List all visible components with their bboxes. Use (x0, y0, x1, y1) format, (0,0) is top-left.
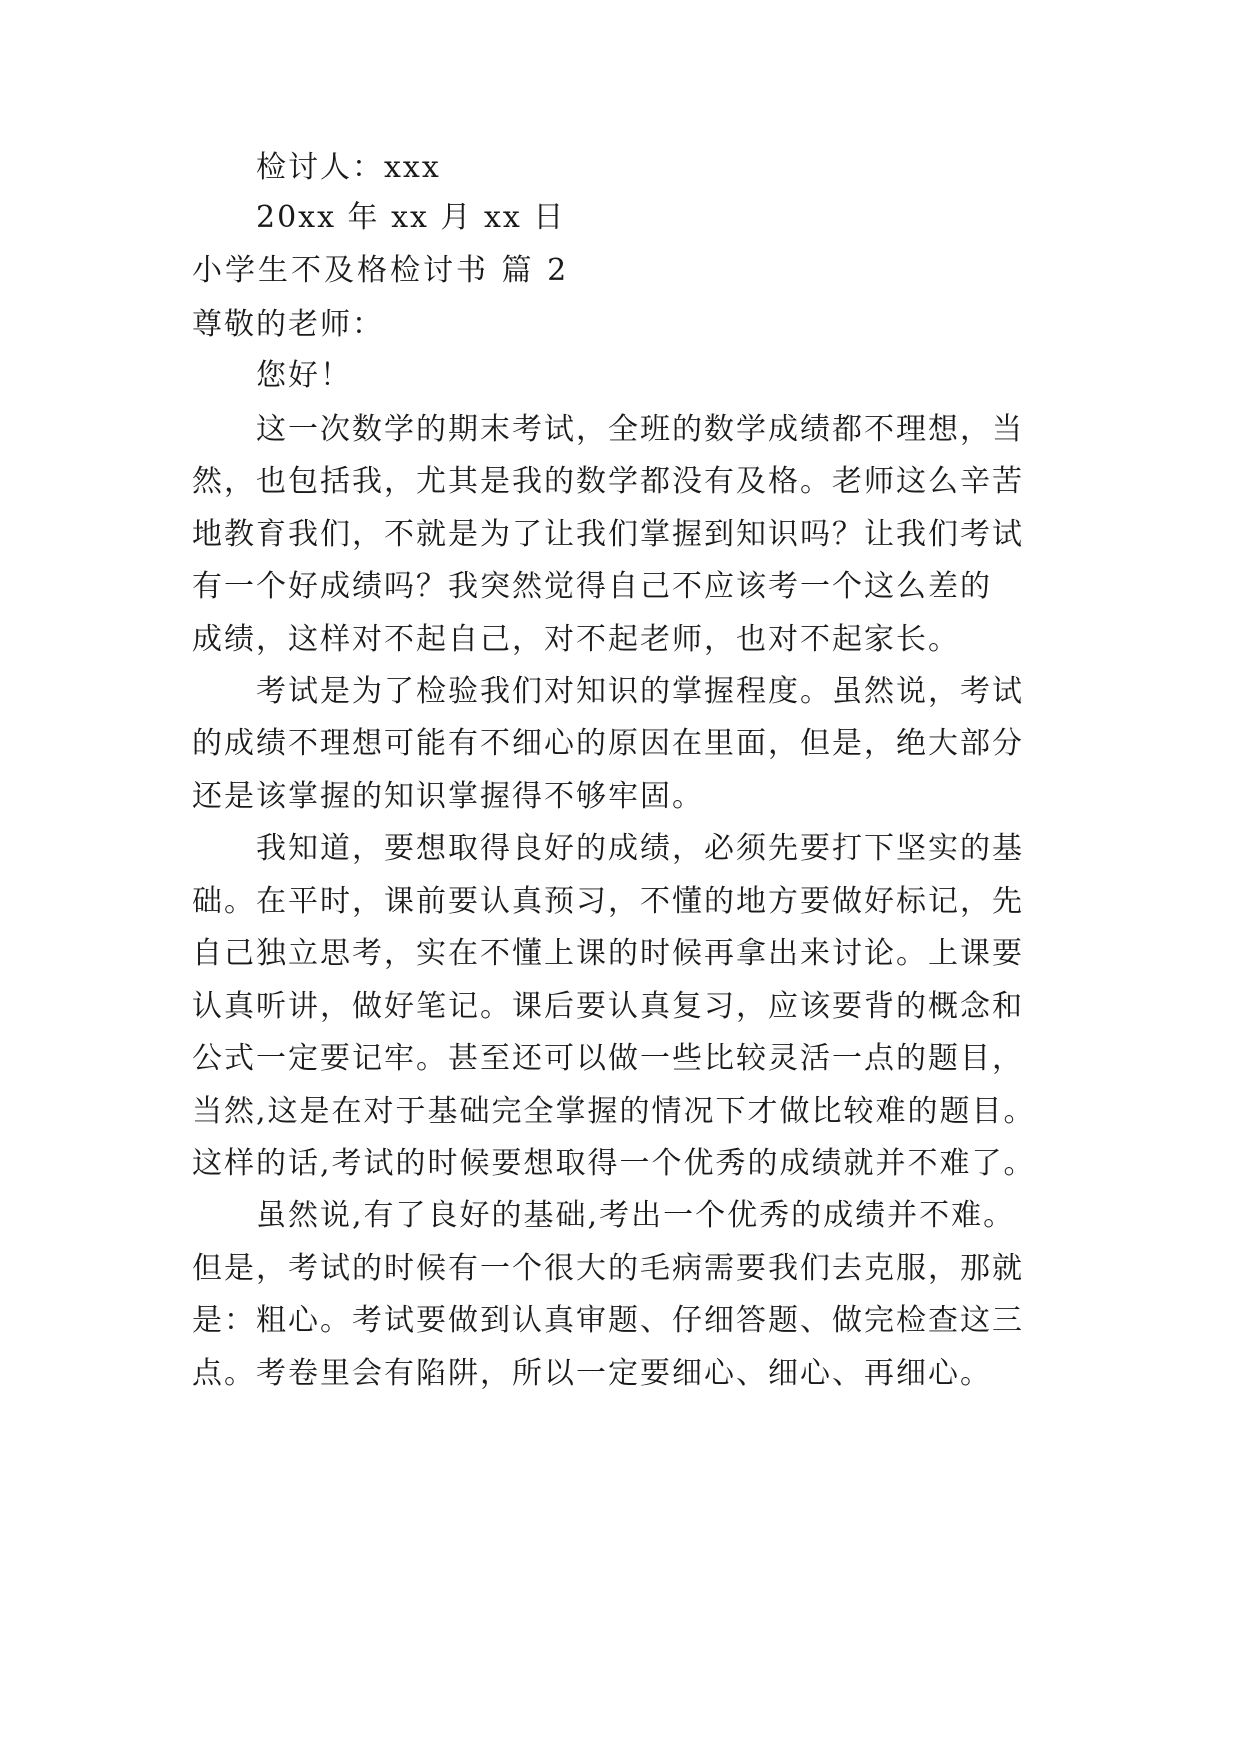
paragraph-line: 考试是为了检验我们对知识的掌握程度。虽然说，考试 (256, 674, 1024, 709)
paragraph-line: 然，也包括我，尤其是我的数学都没有及格。老师这么辛苦 (192, 464, 1024, 499)
paragraph-line: 当然,这是在对于基础完全掌握的情况下才做比较难的题目。 (192, 1094, 1036, 1129)
paragraph-line: 但是，考试的时候有一个很大的毛病需要我们去克服，那就 (192, 1251, 1024, 1286)
paragraph-line: 认真听讲，做好笔记。课后要认真复习，应该要背的概念和 (192, 989, 1024, 1024)
signer-line: 检讨人：xxx (256, 150, 441, 185)
paragraph-line: 有一个好成绩吗？我突然觉得自己不应该考一个这么差的 (192, 569, 992, 604)
paragraph-line: 成绩，这样对不起自己，对不起老师，也对不起家长。 (192, 622, 960, 657)
paragraph-line: 础。在平时，课前要认真预习，不懂的地方要做好标记，先 (192, 884, 1024, 919)
paragraph-line: 自己独立思考，实在不懂上课的时候再拿出来讨论。上课要 (192, 936, 1024, 971)
date-line: 20xx 年 xx 月 xx 日 (256, 200, 566, 235)
paragraph-line: 这一次数学的期末考试，全班的数学成绩都不理想，当 (256, 412, 1024, 447)
paragraph-line: 我知道，要想取得良好的成绩，必须先要打下坚实的基 (256, 831, 1024, 866)
paragraph-line: 的成绩不理想可能有不细心的原因在里面，但是，绝大部分 (192, 726, 1024, 761)
greeting: 您好！ (256, 358, 352, 393)
paragraph-line: 是：粗心。考试要做到认真审题、仔细答题、做完检查这三 (192, 1303, 1024, 1338)
paragraph-line: 这样的话,考试的时候要想取得一个优秀的成绩就并不难了。 (192, 1146, 1036, 1181)
document-title: 小学生不及格检讨书 篇 2 (192, 253, 570, 288)
paragraph-line: 虽然说,有了良好的基础,考出一个优秀的成绩并不难。 (256, 1198, 1016, 1233)
paragraph-line: 点。考卷里会有陷阱，所以一定要细心、细心、再细心。 (192, 1356, 992, 1391)
paragraph-line: 地教育我们，不就是为了让我们掌握到知识吗？让我们考试 (192, 517, 1024, 552)
paragraph-line: 公式一定要记牢。甚至还可以做一些比较灵活一点的题目， (192, 1041, 1024, 1076)
paragraph-line: 还是该掌握的知识掌握得不够牢固。 (192, 779, 704, 814)
salutation: 尊敬的老师： (192, 307, 384, 342)
